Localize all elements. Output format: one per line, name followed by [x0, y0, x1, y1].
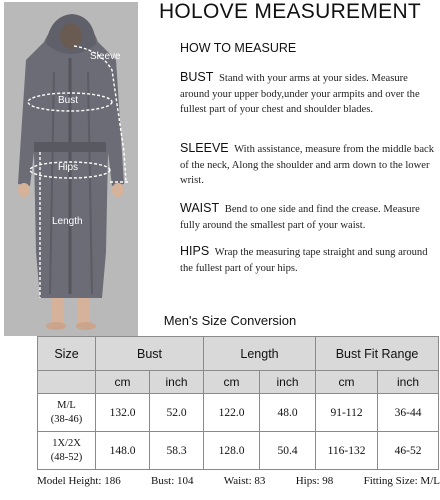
model-bust: Bust: 104: [151, 475, 194, 487]
fit-inch-cell: 36-44: [378, 394, 439, 432]
model-photo: [4, 2, 138, 336]
fit-inch-cell: 46-52: [378, 432, 439, 470]
table-row: [38, 432, 439, 470]
length-inch-unit: inch: [260, 371, 316, 394]
table-units-row: [38, 371, 439, 394]
length-header: Length: [204, 337, 316, 371]
sleeve-keyword: SLEEVE: [180, 141, 229, 155]
bust-instructions: [180, 70, 438, 118]
length-inch-cell: 48.0: [260, 394, 316, 432]
size-cell: [38, 394, 96, 432]
bust-fit-header: Bust Fit Range: [316, 337, 439, 371]
fit-cm-cell: 91-112: [316, 394, 378, 432]
size-range: (38-46): [50, 413, 83, 425]
bust-inch-cell: 58.3: [150, 432, 204, 470]
sleeve-label: Sleeve: [90, 51, 121, 62]
size-conversion-table: [37, 336, 439, 470]
length-cm-cell: 128.0: [204, 432, 260, 470]
bust-inch-cell: 52.0: [150, 394, 204, 432]
fit-cm-cell: 116-132: [316, 432, 378, 470]
bust-cm-cell: 132.0: [96, 394, 150, 432]
length-cm-cell: 122.0: [204, 394, 260, 432]
sleeve-text: With assistance, measure from the middle back of the neck, Along the shoulder and arm down to the lower wrist.: [180, 144, 435, 187]
table-row: [38, 394, 439, 432]
model-hips: Hips: 98: [295, 475, 334, 487]
units-empty-cell: [38, 371, 96, 394]
fit-cm-unit: cm: [316, 371, 378, 394]
bust-inch-unit: inch: [150, 371, 204, 394]
waist-instructions: [180, 201, 438, 233]
fit-inch-unit: inch: [378, 371, 439, 394]
bust-cm-cell: 148.0: [96, 432, 150, 470]
sleeve-instructions: [180, 141, 438, 189]
how-to-measure-heading: HOW TO MEASURE: [180, 41, 297, 55]
waist-keyword: WAIST: [180, 201, 220, 215]
size-range: (48-52): [50, 451, 83, 463]
model-height: Model Height: 186: [37, 475, 121, 487]
size-name: M/L: [57, 399, 76, 411]
size-name: 1X/2X: [52, 437, 81, 449]
model-waist: Waist: 83: [223, 475, 266, 487]
size-cell: [38, 432, 96, 470]
bust-text: Stand with your arms at your sides. Measure around your upper body,under your armpits and over the fullest part of your chest and shoulder blades.: [180, 73, 420, 116]
hips-instructions: [180, 244, 438, 276]
hips-label: Hips: [58, 162, 79, 173]
hips-keyword: HIPS: [180, 244, 210, 258]
model-fitting-size: Fitting Size: M/L: [363, 475, 440, 487]
page-title: HOLOVE MEASUREMENT: [158, 0, 422, 23]
model-measurements: [37, 475, 440, 487]
length-label: Length: [52, 216, 83, 227]
bust-header: Bust: [96, 337, 204, 371]
table-header-row: [38, 337, 439, 371]
bust-label: Bust: [58, 95, 79, 106]
bust-keyword: BUST: [180, 70, 214, 84]
length-cm-unit: cm: [204, 371, 260, 394]
bust-cm-unit: cm: [96, 371, 150, 394]
size-header: Size: [38, 337, 96, 371]
hips-text: Wrap the measuring tape straight and sung around the fullest part of your hips.: [180, 247, 428, 274]
waist-text: Bend to one side and find the crease. Measure fully around the smallest part of your waist.: [180, 204, 420, 231]
length-inch-cell: 50.4: [260, 432, 316, 470]
size-conversion-title: Men's Size Conversion: [163, 313, 297, 328]
